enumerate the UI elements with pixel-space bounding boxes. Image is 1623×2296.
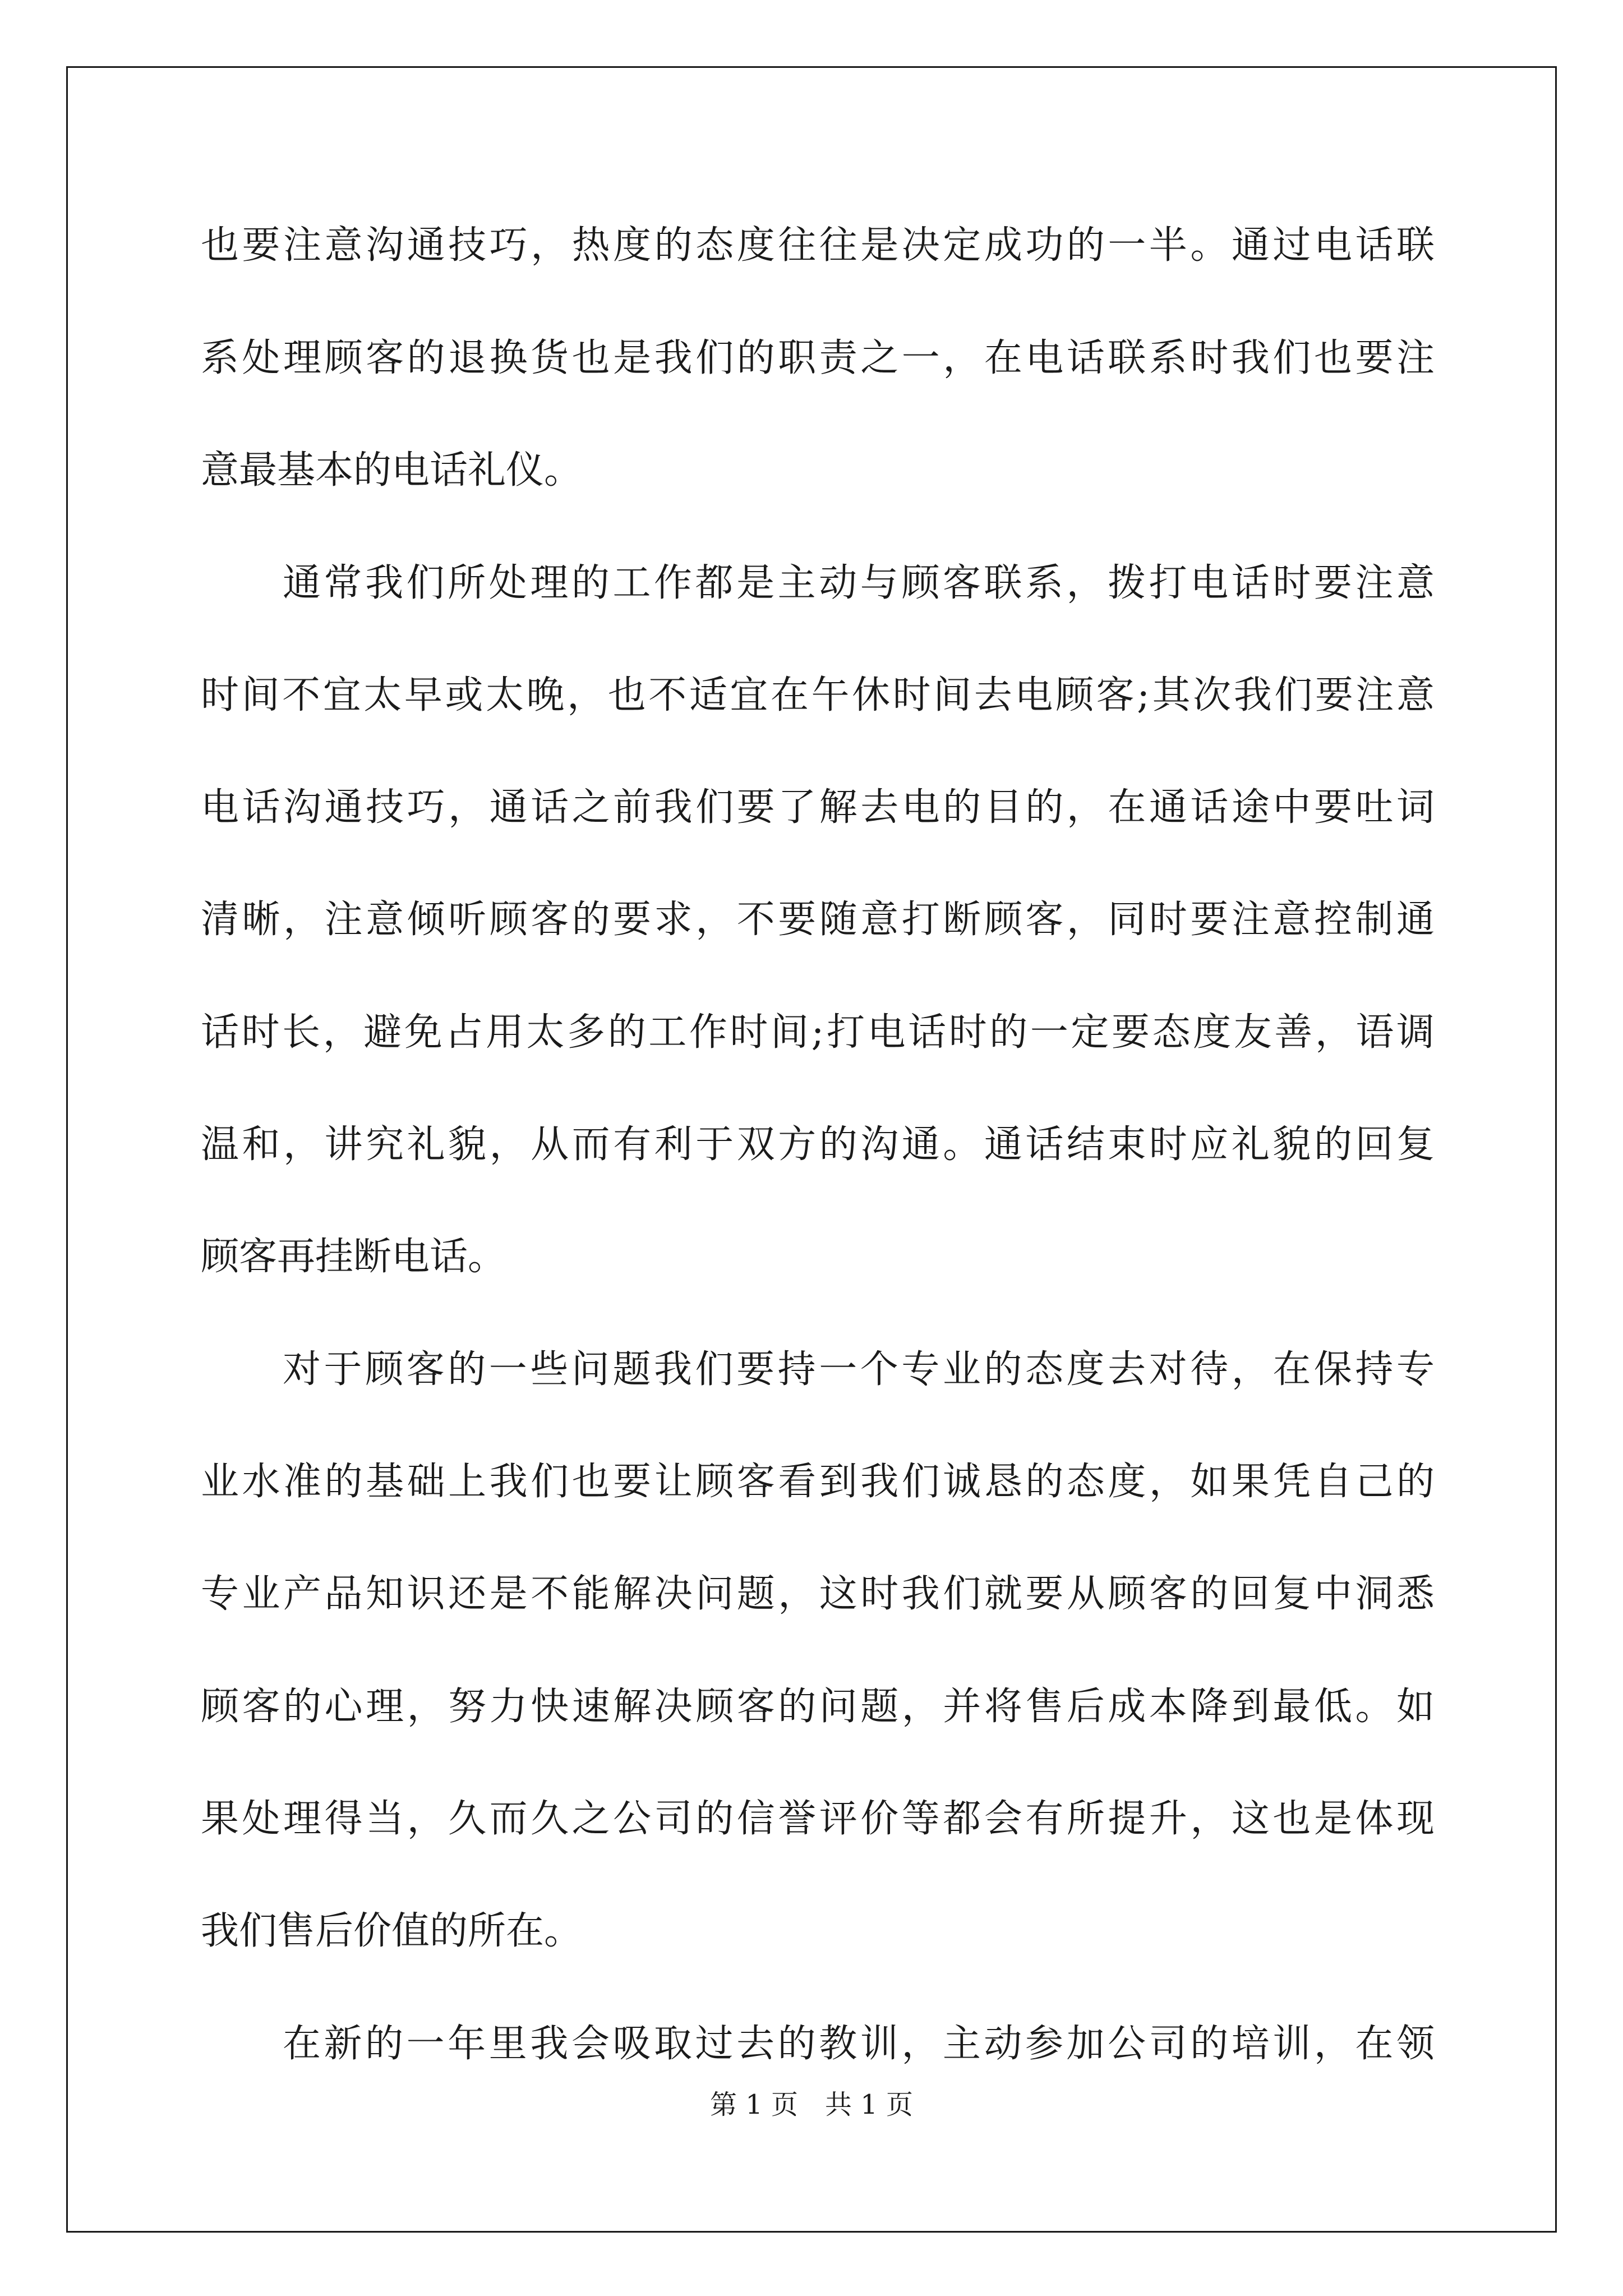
- text-line-2: 系处理顾客的退换货也是我们的职责之一，在电话联系时我们也要注: [201, 336, 1435, 380]
- text-line-16: 我们售后价值的所在。: [201, 1909, 583, 1953]
- text-line-1: 也要注意沟通技巧，热度的态度往往是决定成功的一半。通过电话联: [201, 223, 1435, 268]
- text-line-15: 果处理得当，久而久之公司的信誉评价等都会有所提升，这也是体现: [201, 1797, 1435, 1841]
- text-line-12: 业水准的基础上我们也要让顾客看到我们诚恳的态度，如果凭自己的: [201, 1460, 1435, 1504]
- page-number-footer: 第 1 页 共 1 页: [709, 2089, 914, 2120]
- text-line-6: 电话沟通技巧，通话之前我们要了解去电的目的，在通话途中要吐词: [201, 785, 1435, 830]
- text-line-14: 顾客的心理，努力快速解决顾客的问题，并将售后成本降到最低。如: [201, 1685, 1435, 1729]
- text-line-5: 时间不宜太早或太晚，也不适宜在午休时间去电顾客;其次我们要注意: [201, 673, 1435, 717]
- text-line-8: 话时长，避免占用太多的工作时间;打电话时的一定要态度友善，语调: [201, 1010, 1435, 1055]
- text-line-11: 对于顾客的一些问题我们要持一个专业的态度去对待，在保持专: [283, 1347, 1435, 1392]
- text-line-4: 通常我们所处理的工作都是主动与顾客联系，拨打电话时要注意: [283, 561, 1435, 605]
- text-line-9: 温和，讲究礼貌，从而有利于双方的沟通。通话结束时应礼貌的回复: [201, 1122, 1435, 1167]
- text-line-17: 在新的一年里我会吸取过去的教训，主动参加公司的培训，在领: [283, 2022, 1435, 2066]
- text-line-13: 专业产品知识还是不能解决问题，这时我们就要从顾客的回复中洞悉: [201, 1572, 1435, 1616]
- text-line-3: 意最基本的电话礼仪。: [201, 448, 583, 493]
- text-line-7: 清晰，注意倾听顾客的要求，不要随意打断顾客，同时要注意控制通: [201, 898, 1435, 942]
- text-line-10: 顾客再挂断电话。: [201, 1235, 506, 1279]
